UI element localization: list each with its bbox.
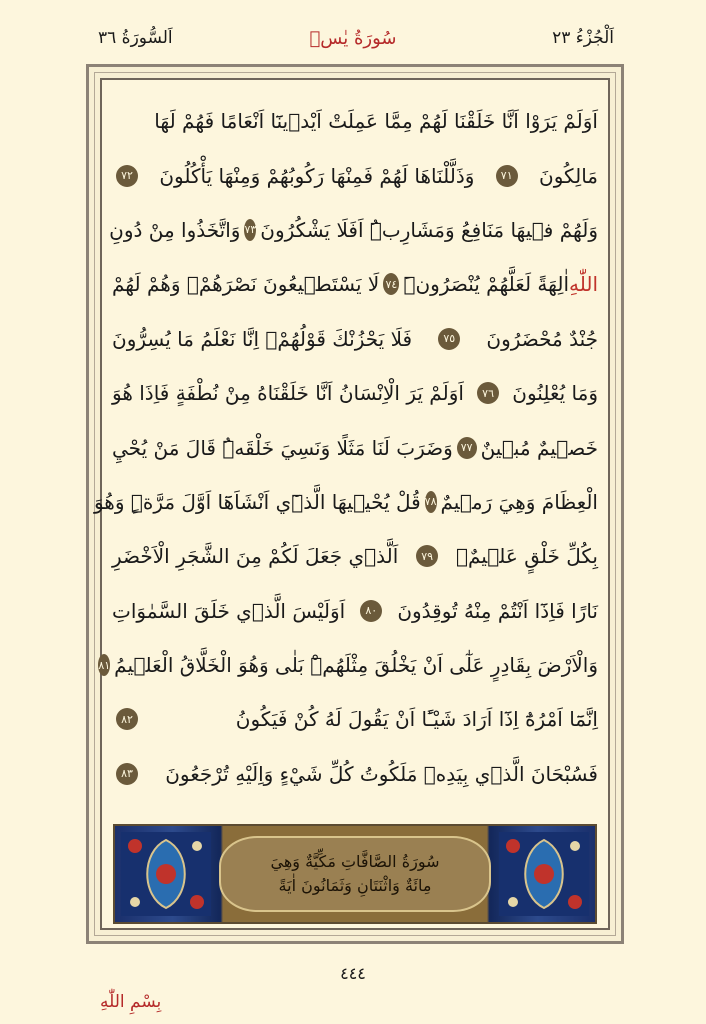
verse-text: اَوَلَمْ يَرَ الْاِنْسَانُ اَنَّا خَلَقْنَاهُ مِنْ نُطْفَةٍ فَاِذَا هُوَ bbox=[112, 381, 464, 406]
ayah-number-marker: ٧٩ bbox=[416, 545, 438, 567]
verse-text: اٰلِهَةً لَعَلَّهُمْ يُنْصَرُونَۜ bbox=[403, 272, 569, 297]
verse-text: نَارًا فَاِذَٓا اَنْتُمْ مِنْهُ تُوقِدُونَ bbox=[397, 598, 598, 623]
page-number: ٤٤٤ bbox=[340, 964, 366, 983]
verse-line bbox=[112, 420, 598, 474]
verse-text: فَلَا يَحْزُنْكَ قَوْلُهُمْۘ اِنَّا نَعْلَمُ مَا يُسِرُّونَ bbox=[112, 326, 413, 351]
verse-line bbox=[109, 203, 598, 257]
ayah-number-marker: ٧٦ bbox=[477, 382, 499, 404]
ayah-number-marker: ٧٢ bbox=[116, 165, 138, 187]
verse-line bbox=[112, 584, 598, 638]
verse-text-block bbox=[93, 94, 598, 801]
ayah-number-marker: ٧٤ bbox=[383, 273, 399, 295]
surah-number-label: اَلسُّورَةُ ٣٦ bbox=[98, 28, 173, 48]
verse-text: فَسُبْحَانَ الَّذٖي بِيَدِهٖ مَلَكُوتُ كُلِّ شَيْءٍ وَاِلَيْهِ تُرْجَعُونَ bbox=[165, 761, 598, 786]
verse-text: بِكُلِّ خَلْقٍ عَلٖيمٌۙ bbox=[455, 544, 598, 569]
verse-line bbox=[98, 638, 598, 692]
verse-text: خَصٖيمٌ مُبٖينٌ bbox=[480, 435, 598, 460]
banner-line-2: مِائَةٌ وَاثْنَتَانِ وَثَمَانُونَ اٰيَةً bbox=[278, 876, 432, 895]
verse-line bbox=[112, 148, 598, 202]
verse-text: وَاتَّخَذُوا مِنْ دُونِ bbox=[109, 217, 241, 242]
surah-cartouche bbox=[219, 836, 491, 912]
verse-line bbox=[112, 366, 598, 420]
ayah-number-marker: ٨٣ bbox=[116, 763, 138, 785]
verse-line bbox=[112, 692, 598, 746]
surah-header-banner bbox=[113, 824, 597, 924]
divine-name-text: اللّٰهِ bbox=[569, 272, 598, 297]
juz-label: اَلْجُزْءُ ٢٣ bbox=[552, 28, 614, 48]
ayah-number-marker: ٧٨ bbox=[425, 491, 437, 513]
verse-text: قُلْ يُحْيٖيهَا الَّذٖٓي اَنْشَاَهَٓا اَوَّلَ مَرَّةٍۜ وَهُوَ bbox=[93, 489, 421, 514]
next-page-catchword: بِسْمِ اللّٰهِ bbox=[100, 992, 162, 1012]
verse-line bbox=[93, 475, 598, 529]
verse-text: وَضَرَبَ لَنَا مَثَلًا وَنَسِيَ خَلْقَهُۜ قَالَ مَنْ يُحْيِ bbox=[112, 435, 453, 460]
ayah-number-marker: ٧١ bbox=[496, 165, 518, 187]
verse-line bbox=[112, 312, 598, 366]
ayah-number-marker: ٨٠ bbox=[360, 600, 382, 622]
verse-text: وَالْاَرْضَ بِقَادِرٍ عَلٰٓى اَنْ يَخْلُقَ مِثْلَهُمْۜ بَلٰى وَهُوَ الْخَلَّاقُ الْعَلٖيمُ bbox=[114, 653, 598, 678]
verse-text: الْعِظَامَ وَهِيَ رَمٖيمٌ bbox=[440, 489, 598, 514]
verse-text: اَلَّذٖي جَعَلَ لَكُمْ مِنَ الشَّجَرِ الْاَخْضَرِ bbox=[112, 544, 399, 569]
verse-text: وَذَلَّلْنَاهَا لَهُمْ فَمِنْهَا رَكُوبُهُمْ وَمِنْهَا يَأْكُلُونَ bbox=[159, 163, 475, 188]
verse-text: مَالِكُونَ bbox=[539, 163, 598, 188]
verse-text: جُنْدٌ مُحْضَرُونَ bbox=[486, 326, 598, 351]
verse-text: وَمَا يُعْلِنُونَ bbox=[512, 381, 598, 406]
verse-line bbox=[112, 529, 598, 583]
verse-text: اَوَلَيْسَ الَّذٖي خَلَقَ السَّمٰوَاتِ bbox=[112, 598, 346, 623]
surah-title: سُورَةُ يٰسۤ bbox=[309, 28, 397, 49]
verse-text: لَا يَسْتَطٖيعُونَ نَصْرَهُمْۙ وَهُمْ لَهُمْ bbox=[112, 272, 380, 297]
ornament-right-icon bbox=[499, 832, 589, 916]
verse-text: اِنَّمَٓا اَمْرُهُٓ اِذَٓا اَرَادَ شَيْـًٔا اَنْ يَقُولَ لَهُ كُنْ فَيَكُونُ bbox=[235, 707, 598, 732]
ayah-number-marker: ٧٥ bbox=[438, 328, 460, 350]
ayah-number-marker: ٨١ bbox=[98, 654, 110, 676]
banner-line-1: سُورَةُ الصَّافَّاتِ مَكِّيَّةٌ وَهِيَ bbox=[270, 852, 440, 871]
ayah-number-marker: ٧٣ bbox=[244, 219, 256, 241]
verse-line bbox=[112, 747, 598, 801]
ayah-number-marker: ٧٧ bbox=[457, 437, 477, 459]
ayah-number-marker: ٨٢ bbox=[116, 708, 138, 730]
verse-text: وَلَهُمْ فٖيهَا مَنَافِعُ وَمَشَارِبُۜ اَفَلَا يَشْكُرُونَ bbox=[260, 217, 598, 242]
verse-line bbox=[112, 257, 598, 311]
verse-text: اَوَلَمْ يَرَوْا اَنَّا خَلَقْنَا لَهُمْ مِمَّا عَمِلَتْ اَيْدٖينَٓا اَنْعَامًا فَهُمْ لَهَا bbox=[154, 109, 598, 134]
verse-line bbox=[112, 94, 598, 148]
ornament-left-icon bbox=[121, 832, 211, 916]
